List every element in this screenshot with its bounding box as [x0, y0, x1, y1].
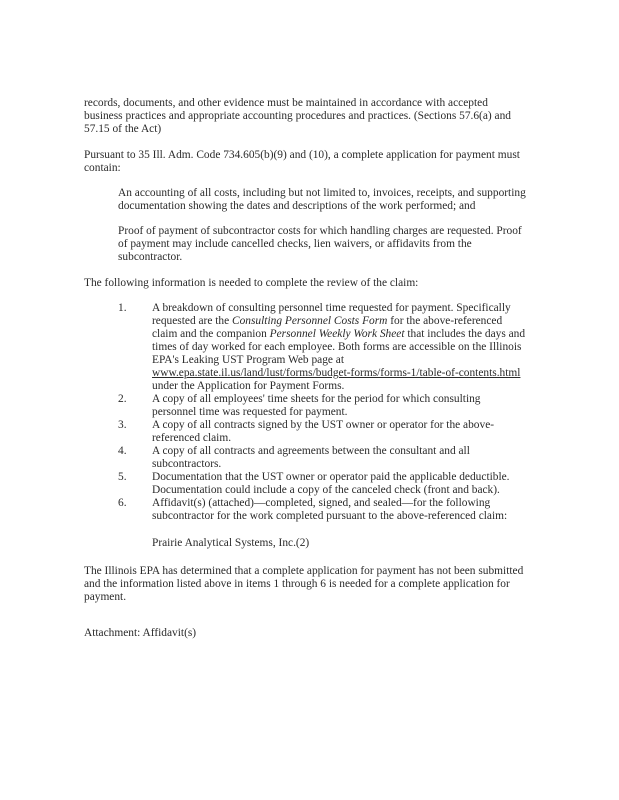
- text-line: payment.: [84, 591, 127, 603]
- item-number: 4.: [118, 445, 127, 457]
- text: claim and the companion: [152, 328, 270, 340]
- text-line: and the information listed above in items 1 through 6 is needed for a complete application for: [84, 578, 510, 590]
- text-line: subcontractor for the work completed pursuant to the above-referenced claim:: [152, 510, 508, 522]
- text-line: Documentation that the UST owner or operator paid the applicable deductible.: [152, 471, 510, 483]
- text: that includes the days and: [404, 328, 526, 340]
- item-number: 6.: [118, 497, 127, 509]
- intro-paragraph: [84, 97, 511, 136]
- text-line: records, documents, and other evidence must be maintained in accordance with accepted: [84, 97, 488, 109]
- text-line: of payment may include cancelled checks, lien waivers, or affidavits from the: [118, 238, 472, 250]
- text-line: personnel time was requested for payment.: [152, 406, 348, 418]
- text-line: business practices and appropriate accounting procedures and practices. (Sections 57.6(a) and: [84, 110, 511, 122]
- text-line: Affidavit(s) (attached)—completed, signed, and sealed—for the following: [152, 497, 491, 509]
- list-item: [152, 393, 481, 419]
- text: requested are the: [152, 315, 233, 327]
- pursuant-paragraph: [84, 149, 520, 175]
- text-line: [152, 328, 525, 341]
- text-line: A copy of all contracts signed by the UST owner or operator for the above-: [152, 419, 495, 431]
- text-line: subcontractor.: [118, 251, 183, 263]
- text-line: contain:: [84, 162, 121, 174]
- text-line: subcontractors.: [152, 458, 222, 470]
- text-line: A copy of all contracts and agreements between the consultant and all: [152, 445, 470, 457]
- requirement-accounting: [118, 187, 526, 213]
- list-item: [152, 497, 507, 523]
- text-line: times of day worked for each employee. Both forms are accessible on the Illinois: [152, 341, 522, 353]
- form-name: Personnel Weekly Work Sheet: [269, 328, 405, 340]
- form-name: Consulting Personnel Costs Form: [232, 315, 388, 327]
- list-item: [152, 445, 470, 471]
- following-paragraph: The following information is needed to complete the review of the claim:: [84, 277, 419, 289]
- text-line: An accounting of all costs, including but not limited to, invoices, receipts, and supporting: [118, 187, 526, 199]
- text-line: Pursuant to 35 Ill. Adm. Code 734.605(b)(9) and (10), a complete application for payment must: [84, 149, 520, 161]
- text-line: referenced claim.: [152, 432, 232, 444]
- text-line: Proof of payment of subcontractor costs for which handling charges are requested. Proof: [118, 225, 522, 237]
- attachment-line: Attachment: Affidavit(s): [84, 627, 197, 639]
- text-line: EPA's Leaking UST Program Web page at: [152, 354, 345, 366]
- text-line: 57.15 of the Act): [84, 123, 162, 135]
- list-item: [152, 302, 525, 393]
- text-line: Documentation could include a copy of the canceled check (front and back).: [152, 484, 500, 496]
- list-item: [152, 471, 510, 497]
- requirement-proof: [118, 225, 522, 264]
- text-line: under the Application for Payment Forms.: [152, 380, 345, 392]
- determination-paragraph: [84, 565, 523, 604]
- item-number: 5.: [118, 471, 127, 483]
- item-number: 1.: [118, 302, 127, 314]
- text-line: A copy of all employees' time sheets for the period for which consulting: [152, 393, 481, 405]
- text-line: documentation showing the dates and descriptions of the work performed; and: [118, 200, 476, 212]
- text-line: The Illinois EPA has determined that a complete application for payment has not been submitted: [84, 565, 524, 577]
- text: for the above-referenced: [387, 315, 503, 327]
- item-number: 2.: [118, 393, 127, 405]
- list-item: [152, 419, 494, 445]
- item-number: 3.: [118, 419, 127, 431]
- text-line: A breakdown of consulting personnel time requested for payment. Specifically: [152, 302, 511, 314]
- forms-url-link[interactable]: www.epa.state.il.us/land/lust/forms/budget-forms/forms-1/table-of-contents.html: [152, 367, 521, 379]
- text-line: [152, 315, 525, 328]
- subcontractor-name: Prairie Analytical Systems, Inc.(2): [152, 537, 310, 549]
